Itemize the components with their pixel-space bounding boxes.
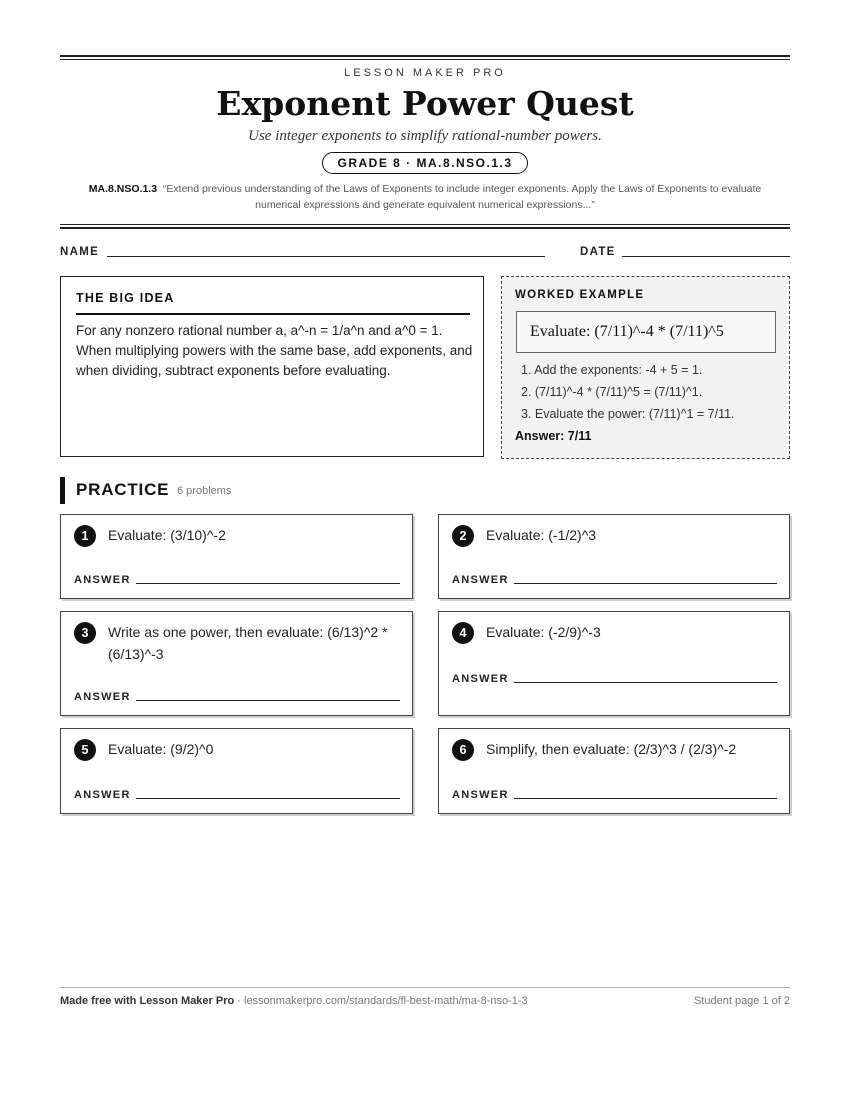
problem-card-1	[60, 514, 413, 599]
big-idea-box	[60, 276, 484, 457]
footer-made-with: Made free with Lesson Maker Pro	[60, 995, 235, 1007]
answer-field-5[interactable]	[136, 798, 400, 799]
practice-heading: PRACTICE	[76, 480, 170, 499]
answer-field-3[interactable]	[136, 700, 400, 701]
problem-text: Evaluate: (9/2)^0	[108, 741, 214, 757]
worked-example-box	[501, 276, 790, 459]
date-field[interactable]	[622, 256, 790, 257]
worked-example-step: 3. Evaluate the power: (7/11)^1 = 7/11.	[521, 407, 735, 421]
header-rule-bottom	[60, 227, 790, 229]
footer-page-number: Student page 1 of 2	[693, 995, 790, 1007]
practice-count: 6 problems	[177, 485, 232, 497]
worked-example-step: 2. (7/11)^-4 * (7/11)^5 = (7/11)^1.	[521, 385, 703, 399]
standard-code: MA.8.NSO.1.3	[88, 183, 158, 195]
answer-field-6[interactable]	[514, 798, 777, 799]
standard-description	[75, 181, 775, 213]
problem-card-6	[438, 728, 790, 814]
header-rule-top	[60, 55, 790, 57]
problem-number-badge: 6	[452, 739, 474, 761]
answer-field-2[interactable]	[514, 583, 777, 584]
grade-standard-badge: GRADE 8 · MA.8.NSO.1.3	[322, 152, 527, 174]
brand-name: LESSON MAKER PRO	[344, 67, 506, 79]
header-rule-bottom-thin	[60, 224, 790, 225]
worked-example-expression-box	[516, 311, 776, 353]
worked-example-step: 1. Add the exponents: -4 + 5 = 1.	[521, 363, 703, 377]
name-field[interactable]	[107, 256, 545, 257]
problem-text: Simplify, then evaluate: (2/3)^3 / (2/3)^-2	[486, 741, 737, 757]
answer-field-1[interactable]	[136, 583, 400, 584]
answer-field-4[interactable]	[514, 682, 777, 683]
problem-card-4	[438, 611, 790, 716]
big-idea-text: For any nonzero rational number a, a^-n = 1/a^n and a^0 = 1. When multiplying powers with the same base, add exponents, and when dividing, subtract exponents before evaluating.	[76, 323, 473, 378]
problem-text: Evaluate: (-1/2)^3	[486, 527, 597, 543]
problem-text: Evaluate: (-2/9)^-3	[486, 624, 601, 640]
big-idea-heading: THE BIG IDEA	[76, 291, 175, 305]
problem-text: Evaluate: (3/10)^-2	[108, 527, 226, 543]
problem-card-2	[438, 514, 790, 599]
footer-url[interactable]: · lessonmakerpro.com/standards/fl-best-math/ma-8-nso-1-3	[237, 995, 528, 1007]
answer-label: ANSWER	[452, 789, 509, 801]
problem-card-5	[60, 728, 413, 814]
problem-card-3	[60, 611, 413, 716]
answer-label: ANSWER	[452, 673, 509, 685]
problem-number-badge: 4	[452, 622, 474, 644]
page-title: Exponent Power Quest	[216, 84, 634, 123]
name-label: NAME	[60, 246, 100, 258]
date-label: DATE	[580, 246, 616, 258]
footer-rule	[60, 987, 790, 988]
problem-number-badge: 2	[452, 525, 474, 547]
worked-example-steps	[521, 359, 786, 425]
problem-text: Write as one power, then evaluate: (6/13)^2 * (6/13)^-3	[108, 624, 388, 662]
worksheet-page	[60, 0, 790, 1100]
answer-label: ANSWER	[452, 574, 509, 586]
standard-text: “Extend previous understanding of the Laws of Exponents to include integer exponents. Apply the Laws of Exponents to evaluate numerical expressions and generate equivalent numerical expressions...”	[162, 183, 762, 211]
worked-example-answer: Answer: 7/11	[515, 429, 592, 443]
problem-number-badge: 1	[74, 525, 96, 547]
answer-label: ANSWER	[74, 691, 131, 703]
answer-label: ANSWER	[74, 789, 131, 801]
answer-label: ANSWER	[74, 574, 131, 586]
page-subtitle: Use integer exponents to simplify rational-number powers.	[248, 128, 602, 144]
big-idea-rule	[76, 313, 470, 315]
practice-accent-bar	[60, 477, 65, 504]
footer-credit	[60, 995, 528, 1007]
problem-number-badge: 3	[74, 622, 96, 644]
worked-example-expression: Evaluate: (7/11)^-4 * (7/11)^5	[530, 323, 724, 340]
header-rule-top-thin	[60, 59, 790, 60]
problem-number-badge: 5	[74, 739, 96, 761]
worked-example-heading: WORKED EXAMPLE	[515, 289, 645, 301]
